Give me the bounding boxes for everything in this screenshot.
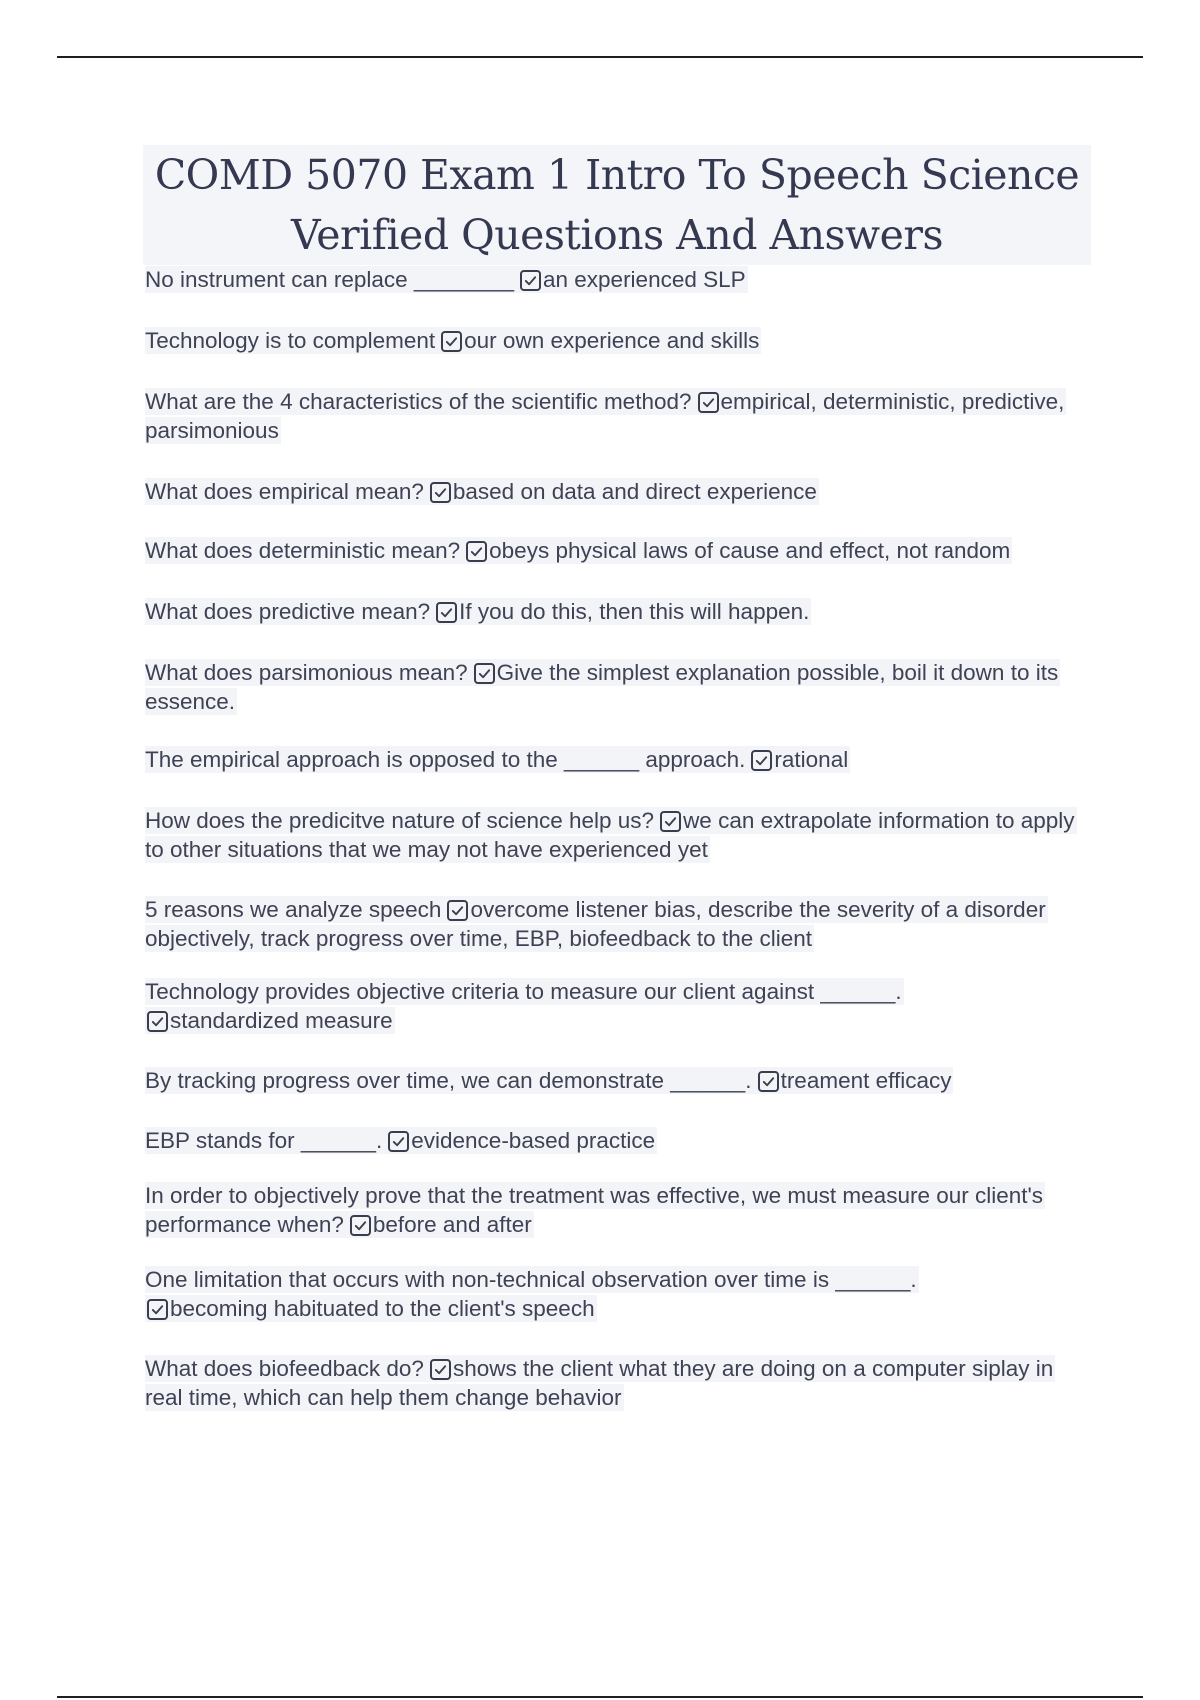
checkbox-checked-icon bbox=[698, 392, 719, 413]
answer-text: evidence-based practice bbox=[411, 1128, 656, 1153]
checkbox-checked-icon bbox=[430, 1359, 451, 1380]
qa-item bbox=[145, 387, 1091, 445]
qa-item bbox=[145, 1066, 1091, 1095]
answer-text: obeys physical laws of cause and effect, not random bbox=[489, 538, 1011, 563]
qa-item bbox=[145, 1181, 1091, 1239]
qa-list bbox=[145, 265, 1091, 1412]
qa-item bbox=[145, 1126, 1091, 1155]
question-text: 5 reasons we analyze speech bbox=[145, 897, 442, 922]
qa-item bbox=[145, 326, 1091, 355]
title-line-1: COMD 5070 Exam 1 Intro To Speech Science bbox=[154, 151, 1080, 199]
answer-text: standardized measure bbox=[170, 1008, 393, 1033]
checkbox-checked-icon bbox=[430, 482, 451, 503]
qa-item bbox=[145, 1354, 1091, 1412]
qa-item bbox=[145, 745, 1091, 774]
answer-text: our own experience and skills bbox=[464, 328, 760, 353]
answer-text: overcome listener bias, describe the severity of a disorder objectively, track progress over time, EBP, biofeedback to the client bbox=[145, 897, 1046, 951]
checkbox-checked-icon bbox=[474, 663, 495, 684]
checkbox-checked-icon bbox=[388, 1131, 409, 1152]
answer-text: an experienced SLP bbox=[543, 267, 746, 292]
title-line-2: Verified Questions And Answers bbox=[290, 211, 944, 259]
qa-item bbox=[145, 597, 1091, 626]
question-text: The empirical approach is opposed to the ______ approach. bbox=[145, 747, 746, 772]
checkbox-checked-icon bbox=[350, 1215, 371, 1236]
question-text: What does empirical mean? bbox=[145, 479, 424, 504]
answer-text: based on data and direct experience bbox=[452, 479, 817, 504]
checkbox-checked-icon bbox=[660, 811, 681, 832]
question-text: EBP stands for ______. bbox=[145, 1128, 383, 1153]
answer-text: If you do this, then this will happen. bbox=[459, 599, 810, 624]
answer-text: empirical, deterministic, predictive, parsimonious bbox=[145, 389, 1065, 443]
question-text: What does biofeedback do? bbox=[145, 1356, 424, 1381]
answer-text: shows the client what they are doing on a computer siplay in real time, which can help them change behavior bbox=[145, 1356, 1054, 1410]
answer-text: treament efficacy bbox=[780, 1068, 952, 1093]
page-title bbox=[143, 145, 1091, 265]
answer-text: becoming habituated to the client's speech bbox=[170, 1296, 595, 1321]
qa-item bbox=[145, 265, 1091, 294]
question-text: What does deterministic mean? bbox=[145, 538, 461, 563]
question-text: Technology is to complement bbox=[145, 328, 436, 353]
top-rule bbox=[57, 56, 1143, 58]
qa-item bbox=[145, 536, 1091, 565]
question-text: What does parsimonious mean? bbox=[145, 660, 468, 685]
checkbox-checked-icon bbox=[520, 270, 541, 291]
bottom-rule bbox=[57, 1696, 1143, 1698]
qa-item bbox=[145, 477, 1091, 506]
question-text: How does the predicitve nature of science help us? bbox=[145, 808, 655, 833]
question-text: What does predictive mean? bbox=[145, 599, 431, 624]
qa-item bbox=[145, 806, 1091, 864]
qa-item bbox=[145, 658, 1091, 716]
answer-text: we can extrapolate information to apply to other situations that we may not have experienced yet bbox=[145, 808, 1075, 862]
qa-item bbox=[145, 1265, 1091, 1323]
checkbox-checked-icon bbox=[147, 1299, 168, 1320]
checkbox-checked-icon bbox=[447, 900, 468, 921]
question-text: One limitation that occurs with non-technical observation over time is ______. bbox=[145, 1267, 917, 1292]
qa-item bbox=[145, 895, 1091, 953]
question-text: In order to objectively prove that the treatment was effective, we must measure our client's performance when? bbox=[145, 1183, 1044, 1237]
checkbox-checked-icon bbox=[751, 750, 772, 771]
checkbox-checked-icon bbox=[441, 331, 462, 352]
checkbox-checked-icon bbox=[758, 1071, 779, 1092]
question-text: Technology provides objective criteria to measure our client against ______. bbox=[145, 979, 902, 1004]
question-text: What are the 4 characteristics of the scientific method? bbox=[145, 389, 692, 414]
checkbox-checked-icon bbox=[436, 602, 457, 623]
answer-text: rational bbox=[774, 747, 849, 772]
answer-text: before and after bbox=[372, 1212, 532, 1237]
qa-item bbox=[145, 977, 1091, 1035]
question-text: By tracking progress over time, we can demonstrate ______. bbox=[145, 1068, 752, 1093]
checkbox-checked-icon bbox=[466, 541, 487, 562]
question-text: No instrument can replace ________ bbox=[145, 267, 514, 292]
answer-text: Give the simplest explanation possible, boil it down to its essence. bbox=[145, 660, 1059, 714]
checkbox-checked-icon bbox=[147, 1011, 168, 1032]
